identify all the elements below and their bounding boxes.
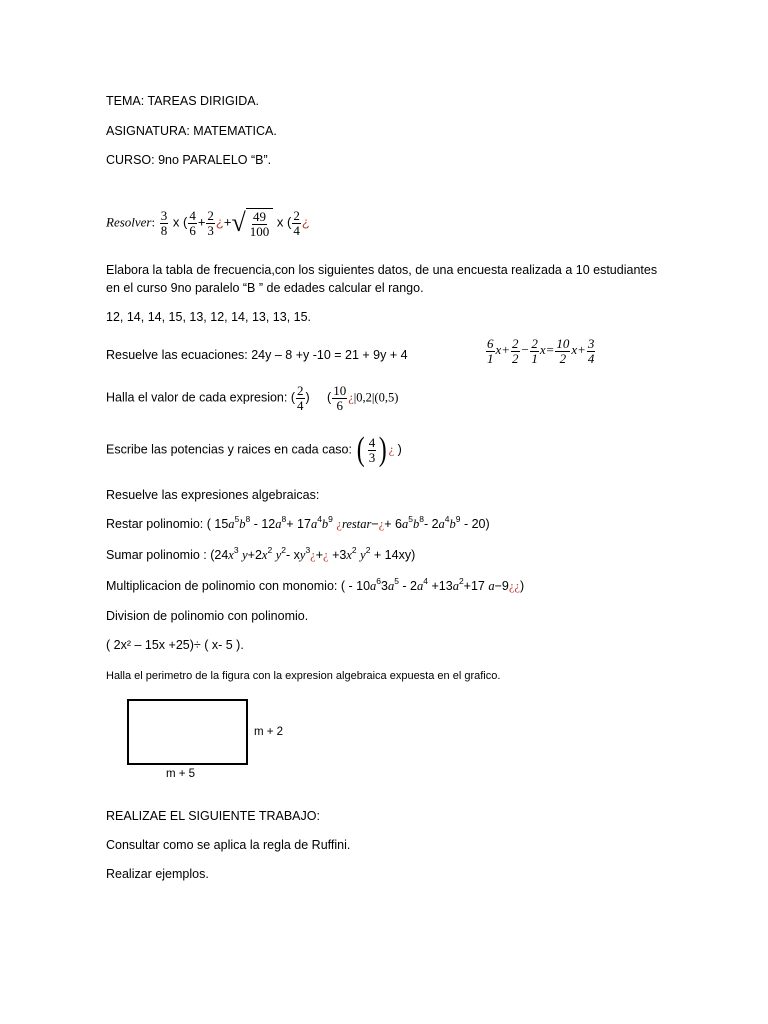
rectangle-bottom-label: m + 5 [166, 768, 196, 780]
ecuaciones-line: Resuelve las ecuaciones: 24y – 8 +y -10 = 21 + 9y + 4 [106, 348, 408, 362]
multiplicacion-line: Multiplicacion de polinomio con monomio: ( - $10a^63a^5 - 2a^4 +13a^2+17$ a−9¿¿) [106, 576, 525, 593]
tema-line: TEMA: TAREAS DIRIGIDA. [106, 94, 260, 108]
division-line: Division de polinomio con polinomio. [106, 609, 309, 623]
sqrt-symbol: √ $\frac{49}{100}$ [231, 208, 273, 238]
frecuencia-line-1: Elabora la tabla de frecuencia,con los siguientes datos, de una encuesta realizada a 10 estudiantes [106, 263, 658, 277]
frecuencia-data: 12, 14, 14, 15, 13, 12, 14, 13, 13, 15. [106, 310, 312, 324]
rectangle-side-label: m + 2 [254, 726, 284, 738]
asignatura-line: ASIGNATURA: MATEMATICA. [106, 124, 277, 138]
rectangle-figure [127, 699, 248, 765]
potencias-line: Escribe las potencias y raices en cada caso: ( $\frac{4}{3}$ ) ¿ ) [106, 431, 402, 468]
algebraicas-title: Resuelve las expresiones algebraicas: [106, 488, 320, 502]
expresion-line: Halla el valor de cada expresion: ( $\frac{2}{4}$ ) ( $\frac{10}{6}$ ¿|0,2|(0,5) [106, 383, 399, 413]
sumar-line: Sumar polinomio : ($24x^3$ $y+2x^2$ $y^2-$ $xy^3¿+¿ +3x^2$ $y^2 + 14xy$) [106, 545, 416, 562]
resolver-expression: Resolver: $\frac{3}{8}$ x ( $\frac{4}{6}$ + $\frac{2}{3}$ ¿+ √ $\frac{49}{100}$ x ( $\frac{2}{4}$ ¿ [106, 208, 310, 239]
restar-line: Restar polinomio: ( $15a^5b^8 - 12a^8+ 17a^4b^9$ ¿restar−¿+ $6a^5b^8-$ $2a^4b^9 - 20$) [106, 514, 490, 531]
trabajo-item-2: Realizar ejemplos. [106, 867, 209, 881]
resolver-label: Resolver [106, 214, 152, 230]
frecuencia-line-2: en el curso 9no paralelo “B ” de edades calcular el rango. [106, 281, 424, 295]
curso-line: CURSO: 9no PARALELO “B”. [106, 153, 272, 167]
trabajo-title: REALIZAE EL SIGUIENTE TRABAJO: [106, 809, 320, 823]
figura-instruction: Halla el perimetro de la figura con la expresion algebraica expuesta en el grafico. [106, 670, 501, 682]
division-expression: ( 2x² – 15x +25)÷ ( x- 5 ). [106, 638, 244, 652]
trabajo-item-1: Consultar como se aplica la regla de Ruffini. [106, 838, 351, 852]
ecuacion-fraccionaria: $\frac{6}{1}$ x+ $\frac{2}{2}$ − $\frac{2}{1}$ x= $\frac{10}{2}$ x+ $\frac{3}{4}$ [487, 336, 595, 366]
